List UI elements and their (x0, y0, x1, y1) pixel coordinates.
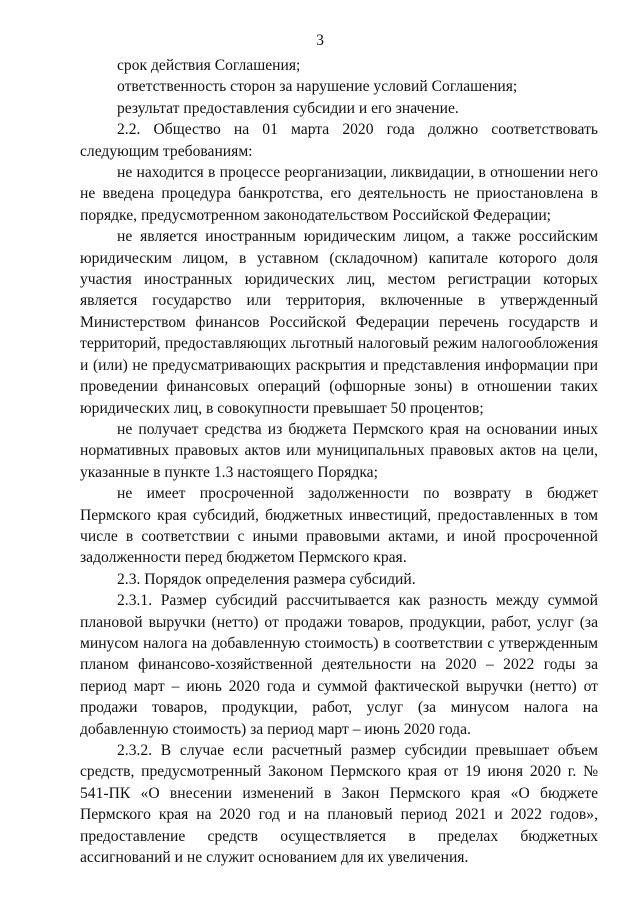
paragraph-agreement-term: срок действия Соглашения; (117, 57, 301, 74)
paragraph-2-2: 2.2. Общество на 01 марта 2020 года должно соответствовать следующим требованиям: (80, 121, 598, 160)
paragraph-no-overdue-debt: не имеет просроченной задолженности по возврату в бюджет Пермского края субсидий, бюджетных инвестиций, предоставленных в том числе в соответствии с иными правовыми актами, и иной просроченной задолженности перед бюджетом Пермского края. (80, 485, 598, 567)
paragraph-2-3: 2.3. Порядок определения размера субсидий. (117, 570, 416, 588)
paragraph-no-other-budget-funds: не получает средства из бюджета Пермского края на основании иных нормативных правовых актов или муниципальных правовых актов на цели, указанные в пункте 1.3 настоящего Порядка; (80, 420, 598, 481)
paragraph-responsibility: ответственность сторон за нарушение условий Соглашения; (117, 78, 518, 96)
document-body (80, 55, 598, 868)
paragraph-2-3-1: 2.3.1. Размер субсидий рассчитывается как разность между суммой плановой выручки (нетто) от продажи товаров, продукции, работ, услуг (за минусом налога на добавленную стоимость) в соответствии с утвержденным планом финансово-хозяйственной деятельности на 2020 – 2022 годы за период март – июнь 2020 года и суммой фактической выручки (нетто) от продажи товаров, продукции, работ, услуг (за минусом налога на добавленную стоимость) за период март – июнь 2020 года. (80, 592, 598, 738)
paragraph-no-reorganization: не находится в процессе реорганизации, ликвидации, в отношении него не введена процедура банкротства, его деятельность не приостановлена в порядке, предусмотренном законодательством Российской Федерации; (80, 164, 598, 224)
paragraph-subsidy-result: результат предоставления субсидии и его значение. (117, 99, 459, 117)
page-number: 3 (316, 32, 324, 49)
paragraph-2-3-2: 2.3.2. В случае если расчетный размер субсидии превышает объем средств, предусмотренный Законом Пермского края от 19 июня 2020 г. № 541-ПК «О внесении изменений в Закон Пермского края «О бюджете Пермского края на 2020 год и на плановый период 2021 и 2022 годов», предоставление средств осуществляется в пределах бюджетных ассигнований и не служит основанием для их увеличения. (80, 742, 598, 867)
paragraph-not-foreign-entity: не является иностранным юридическим лицом, а также российским юридическим лицом, в уставном (складочном) капитале которого доля участия иностранных юридических лиц, местом регистрации которых является государство или территория, включенные в утвержденный Министерством финансов Российской Федерации перечень государств и территорий, предоставляющих льготный налоговый режим налогообложения и (или) не предусматривающих раскрытия и представления информации при проведении финансовых операций (офшорные зоны) в отношении таких юридических лиц, в совокупности превышает 50 процентов; (80, 228, 598, 417)
